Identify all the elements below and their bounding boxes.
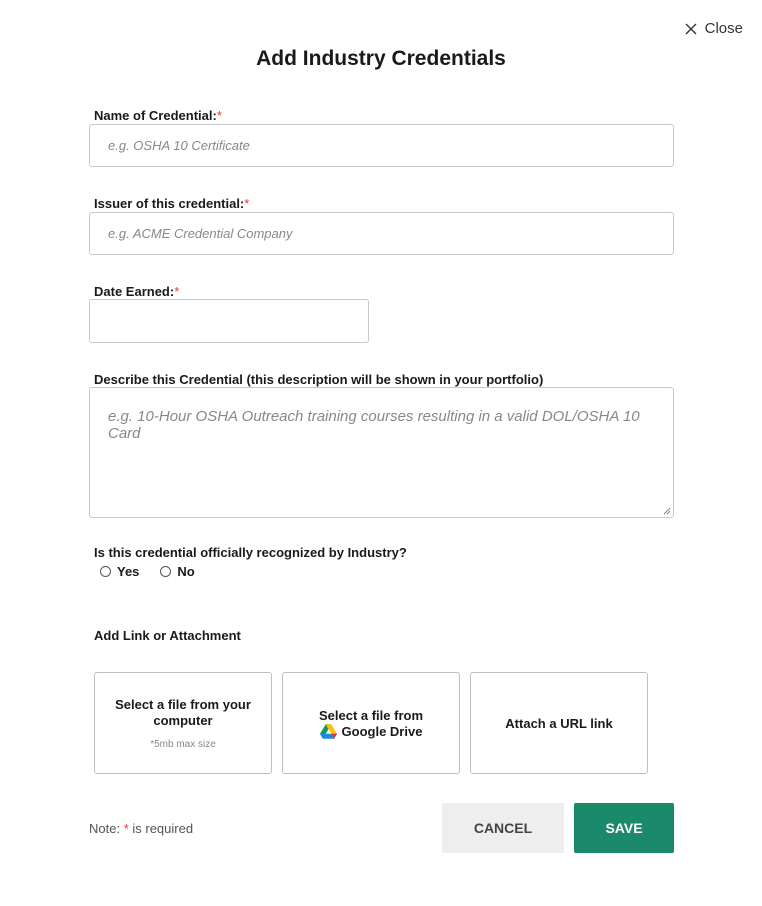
google-drive-icon [320,724,337,739]
select-computer-file-label: Select a file from your computer [115,696,251,728]
select-computer-file-button[interactable] [94,672,272,774]
radio-no-label[interactable]: No [177,564,195,579]
close-button[interactable] [685,20,743,37]
issuer-input[interactable] [89,212,674,255]
close-icon [685,23,697,35]
description-placeholder: e.g. 10-Hour OSHA Outreach training courses resulting in a valid DOL/OSHA 10 Card [108,408,640,442]
attach-url-label: Attach a URL link [505,715,613,731]
google-drive-label-top: Select a file from [318,707,424,723]
google-drive-label-bottom: Google Drive [341,723,423,739]
required-note: Note: * is required [89,821,194,836]
date-earned-input[interactable] [89,299,369,343]
issuer-placeholder: e.g. ACME Credential Company [108,226,293,241]
required-asterisk: * [123,821,129,836]
max-size-note: *5mb max size [150,738,216,750]
description-textarea[interactable] [89,387,674,518]
radio-no[interactable] [160,566,171,577]
radio-yes-label[interactable]: Yes [117,564,140,579]
close-label: Close [704,20,743,37]
required-asterisk: * [174,284,180,299]
attach-url-button[interactable] [470,672,648,774]
radio-yes[interactable] [100,566,111,577]
date-earned-label: Date Earned:* [94,284,180,299]
select-google-drive-button[interactable] [282,672,460,774]
dialog-title: Add Industry Credentials [256,47,506,70]
recognized-radio-group [100,564,195,579]
description-label: Describe this Credential (this description will be shown in your portfolio) [94,372,544,387]
issuer-label: Issuer of this credential:* [94,196,250,211]
attachment-section-label: Add Link or Attachment [94,628,241,643]
credential-name-input[interactable] [89,124,674,167]
required-asterisk: * [216,108,222,123]
name-label: Name of Credential:* [94,108,222,123]
save-button[interactable]: SAVE [574,803,674,853]
recognized-question: Is this credential officially recognized by Industry? [94,545,407,560]
credential-name-placeholder: e.g. OSHA 10 Certificate [108,138,250,153]
resize-handle-icon[interactable] [663,507,671,515]
cancel-button[interactable]: CANCEL [442,803,564,853]
required-asterisk: * [244,196,250,211]
